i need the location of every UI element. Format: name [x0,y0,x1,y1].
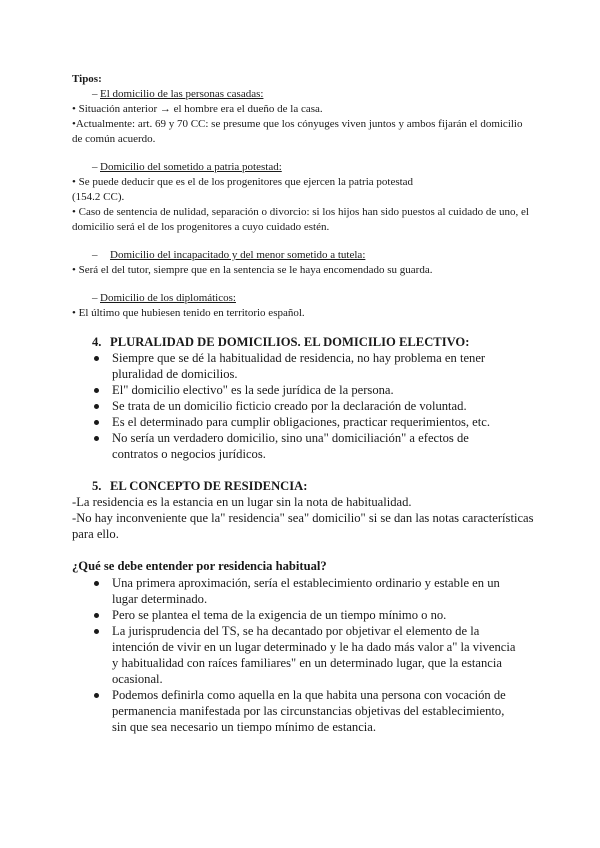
text-line: -No hay inconveniente que la" residencia" sea" domicilio" si se dan las notas características para ello. [72,511,534,541]
list-item: Pero se plantea el tema de la exigencia de un tiempo mínimo o no. [92,607,517,623]
bullet-icon [94,436,99,441]
section-5-body [72,494,537,542]
bullet-icon [94,693,99,698]
text-line: •Actualmente: art. 69 y 70 CC: se presume que los cónyuges viven juntos y ambos fijarán el domicilio de común acuerdo. [72,118,523,145]
section-heading-incapacitado: – Domicilio del incapacitado y del menor sometido a tutela: [92,249,366,261]
list-item: Se trata de un domicilio ficticio creado por la declaración de voluntad. [92,398,517,414]
text-line: • Se puede deducir que es el de los progenitores que ejercen la patria potestad [72,176,414,188]
list-item: Una primera aproximación, sería el establecimiento ordinario y estable en un lugar determinado. [92,575,517,607]
bullet-icon [94,420,99,425]
question-bullet-list [92,575,517,735]
section-heading-diplomaticos: – Domicilio de los diplomáticos: [92,292,236,304]
bullet-icon [94,356,99,361]
text-line: • Será el del tutor, siempre que en la sentencia se le haya encomendado su guarda. [72,264,433,276]
text-line: • El último que hubiesen tenido en territorio español. [72,307,305,319]
section-heading-patria-potestad: – Domicilio del sometido a patria potestad: [92,161,282,173]
section-incapacitado-body [72,263,532,278]
text-line: -La residencia es la estancia en un lugar sin la nota de habitualidad. [72,495,412,509]
section-5-heading: 5. EL CONCEPTO DE RESIDENCIA: [92,479,308,493]
list-item: No sería un verdadero domicilio, sino una" domiciliación" a efectos de contratos o negocios jurídicos. [92,430,517,462]
text-line: • Situación anterior → el hombre era el dueño de la casa. [72,103,323,115]
list-item: Podemos definirla como aquella en la que habita una persona con vocación de permanencia manifestada por las circunstancias objetivas del establecimiento, sin que sea necesario un tiempo mínimo de estancia. [92,687,517,735]
text-line: (154.2 CC). [72,191,125,203]
question-heading: ¿Qué se debe entender por residencia habitual? [72,559,327,573]
bullet-icon [94,581,99,586]
bullet-icon [94,629,99,634]
section-heading-casadas: – El domicilio de las personas casadas: [92,88,264,100]
section-casadas-body [72,102,532,147]
list-item: Es el determinado para cumplir obligaciones, practicar requerimientos, etc. [92,414,517,430]
section-4-bullet-list [92,350,517,462]
text-line: • Caso de sentencia de nulidad, separación o divorcio: si los hijos han sido puestos al cuidado de uno, el domicilio será el de los progenitores a cuyo cuidado estén. [72,206,529,233]
list-item: La jurisprudencia del TS, se ha decantado por objetivar el elemento de la intención de vivir en un lugar determinado y le ha dado más valor a" la vivencia y habitualidad con raíces familiares" en un determinado lugar, que la estancia ocasional. [92,623,517,687]
bullet-icon [94,404,99,409]
tipos-label: Tipos: [72,73,102,85]
bullet-icon [94,388,99,393]
list-item: El" domicilio electivo" es la sede jurídica de la persona. [92,382,517,398]
section-patria-potestad-body [72,175,532,235]
bullet-icon [94,613,99,618]
section-diplomaticos-body [72,306,532,321]
section-4-heading: 4. PLURALIDAD DE DOMICILIOS. EL DOMICILIO ELECTIVO: [92,335,470,349]
list-item: Siempre que se dé la habitualidad de residencia, no hay problema en tener pluralidad de domicilios. [92,350,517,382]
